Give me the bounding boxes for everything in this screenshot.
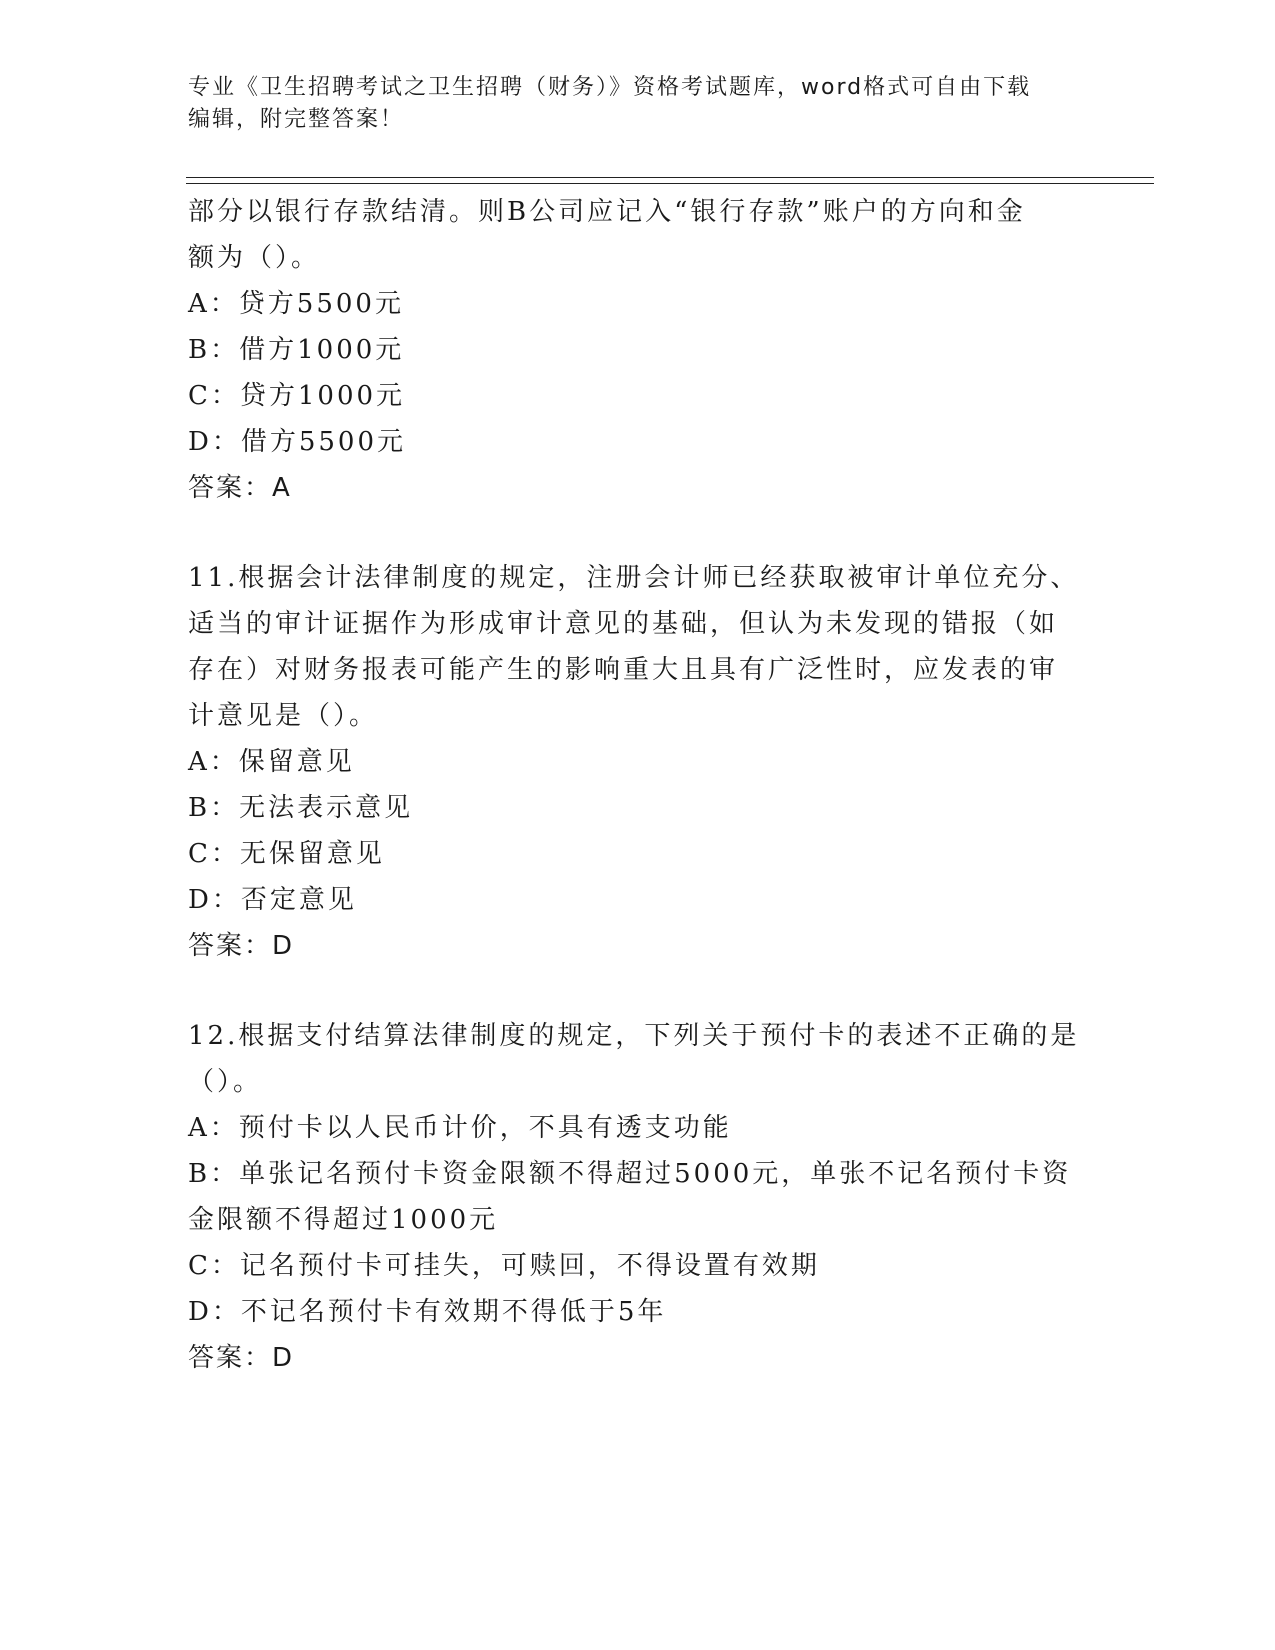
option-a: A：贷方5500元 xyxy=(188,289,404,319)
question-stem-line: 计意见是（）。 xyxy=(188,701,379,731)
header-line-2: 编辑，附完整答案！ xyxy=(188,107,405,132)
page-header xyxy=(188,72,1088,136)
header-rule-top xyxy=(186,177,1154,178)
option-a: A：预付卡以人民币计价，不具有透支功能 xyxy=(188,1113,732,1143)
question-stem-line: 适当的审计证据作为形成审计意见的基础，但认为未发现的错报（如 xyxy=(188,609,1059,639)
header-line-1: 专业《卫生招聘考试之卫生招聘（财务）》资格考试题库，word格式可自由下载 xyxy=(188,75,1032,100)
question-spacer xyxy=(188,511,1088,555)
question-stem-line: 12.根据支付结算法律制度的规定，下列关于预付卡的表述不正确的是 xyxy=(188,1021,1080,1051)
option-c: C：无保留意见 xyxy=(188,839,385,869)
option-a: A：保留意见 xyxy=(188,747,355,777)
option-c: C：记名预付卡可挂失，可赎回，不得设置有效期 xyxy=(188,1251,820,1281)
question-11 xyxy=(188,555,1088,969)
option-c: C：贷方1000元 xyxy=(188,381,406,411)
answer-label: 答案：D xyxy=(188,931,295,961)
option-b: B：单张记名预付卡资金限额不得超过5000元，单张不记名预付卡资 xyxy=(188,1159,1072,1189)
option-b-continued: 金限额不得超过1000元 xyxy=(188,1205,499,1235)
question-stem-line: 额为（）。 xyxy=(188,243,321,273)
option-b: B：无法表示意见 xyxy=(188,793,414,823)
option-b: B：借方1000元 xyxy=(188,335,405,365)
header-rule-bottom xyxy=(186,183,1154,184)
answer-label: 答案：D xyxy=(188,1343,295,1373)
question-stem-line: （）。 xyxy=(188,1067,263,1097)
option-d: D：借方5500元 xyxy=(188,427,407,457)
question-stem-line: 部分以银行存款结清。则B公司应记入“银行存款”账户的方向和金 xyxy=(188,197,1026,227)
question-12 xyxy=(188,1013,1088,1381)
question-content xyxy=(188,189,1088,1381)
option-d: D：不记名预付卡有效期不得低于5年 xyxy=(188,1297,667,1327)
question-stem-line: 11.根据会计法律制度的规定，注册会计师已经获取被审计单位充分、 xyxy=(188,563,1080,593)
question-stem-line: 存在）对财务报表可能产生的影响重大且具有广泛性时，应发表的审 xyxy=(188,655,1059,685)
option-d: D：否定意见 xyxy=(188,885,357,915)
answer-label: 答案：A xyxy=(188,473,292,503)
question-spacer xyxy=(188,969,1088,1013)
question-10 xyxy=(188,189,1088,511)
